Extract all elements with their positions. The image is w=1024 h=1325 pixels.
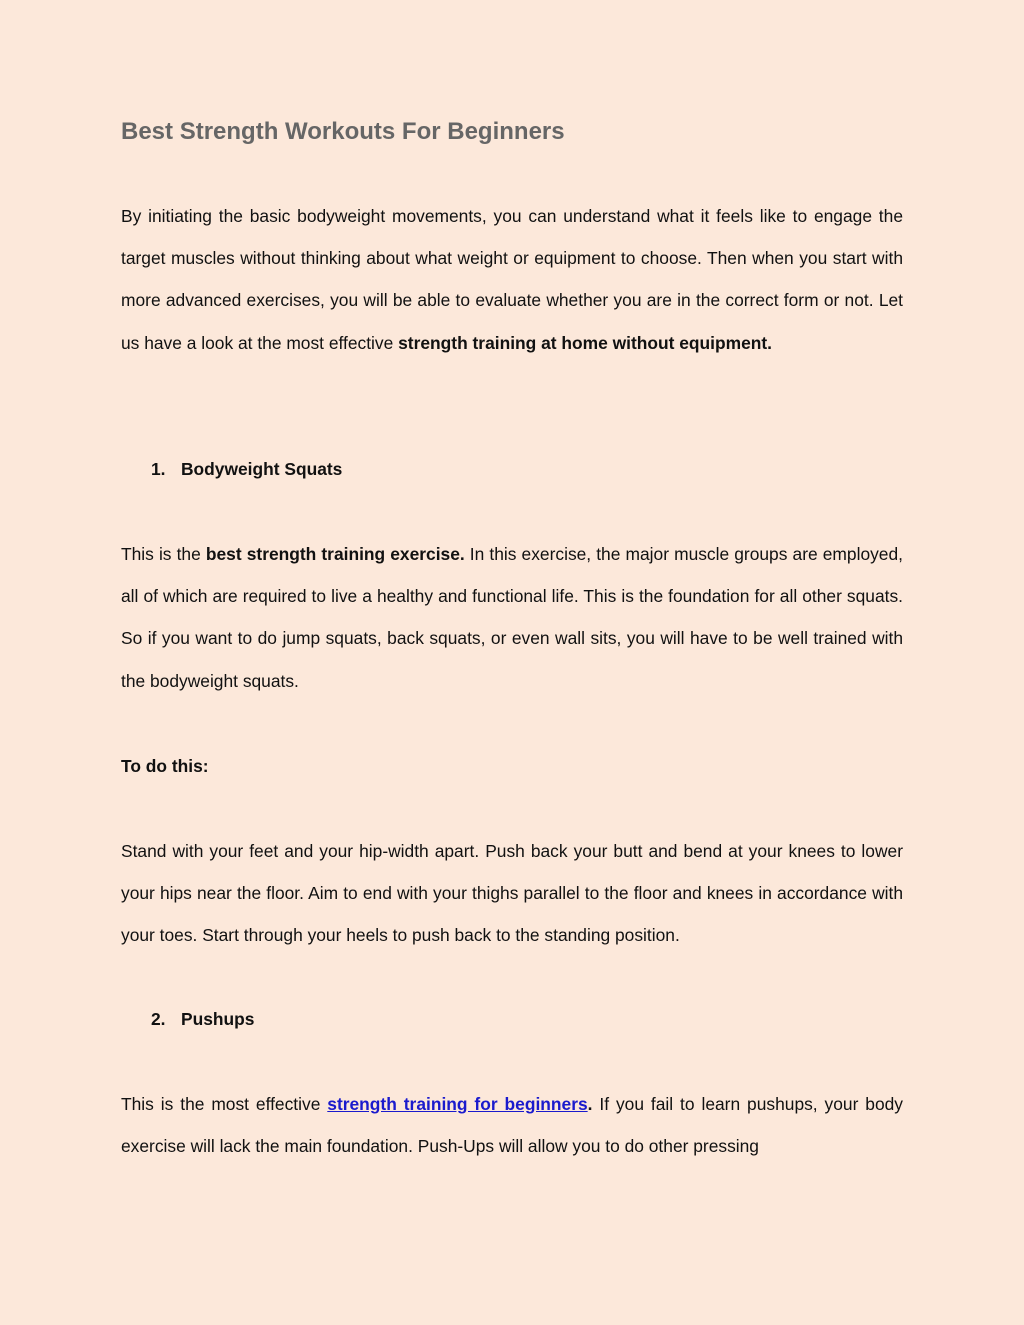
squats-rest: In this exercise, the major muscle groups are employed, all of which are required to live a healthy and functional life. This is the foundation for all other squats. So if you want to do jump squats, back squats, or even wall sits, you will have to be well trained with the bodyweight squats.	[121, 544, 903, 691]
intro-bold-phrase: strength training at home without equipment.	[398, 332, 773, 353]
pushups-rest: If you fail to learn pushups, your body exercise will lack the main foundation. Push-Ups will allow you to do other pressing	[121, 1094, 904, 1157]
list-number: 2.	[151, 1009, 166, 1029]
pushups-lead: This is the most effective	[121, 1094, 328, 1114]
squats-instructions: Stand with your feet and your hip-width apart. Push back your butt and bend at your knees to lower your hips near the floor. Aim to end with your thighs parallel to the floor and knees in accordance with your toes. Start through your heels to push back to the standing position.	[121, 841, 903, 946]
list-item-pushups	[151, 998, 254, 1040]
pushups-paragraph	[121, 1083, 903, 1167]
squats-lead: This is the	[121, 544, 206, 564]
squats-paragraph	[121, 533, 903, 702]
squats-bold-phrase: best strength training exercise.	[205, 544, 465, 564]
intro-paragraph	[121, 195, 903, 364]
list-label: Bodyweight Squats	[181, 459, 343, 479]
subheading-to-do-this: To do this:	[121, 756, 209, 776]
link-period: .	[587, 1094, 593, 1114]
page-title: Best Strength Workouts For Beginners	[121, 118, 565, 145]
strength-training-link[interactable]: strength training for beginners	[327, 1094, 588, 1114]
list-number: 1.	[151, 459, 166, 479]
list-item-bodyweight-squats	[151, 448, 342, 490]
list-label: Pushups	[181, 1009, 255, 1029]
intro-text: By initiating the basic bodyweight movements, you can understand what it feels like to engage the target muscles without thinking about what weight or equipment to choose. Then when you start with more advanced exercises, you will be able to evaluate whether you are in the correct form or not. Let us have a look at the most effective	[121, 206, 903, 353]
